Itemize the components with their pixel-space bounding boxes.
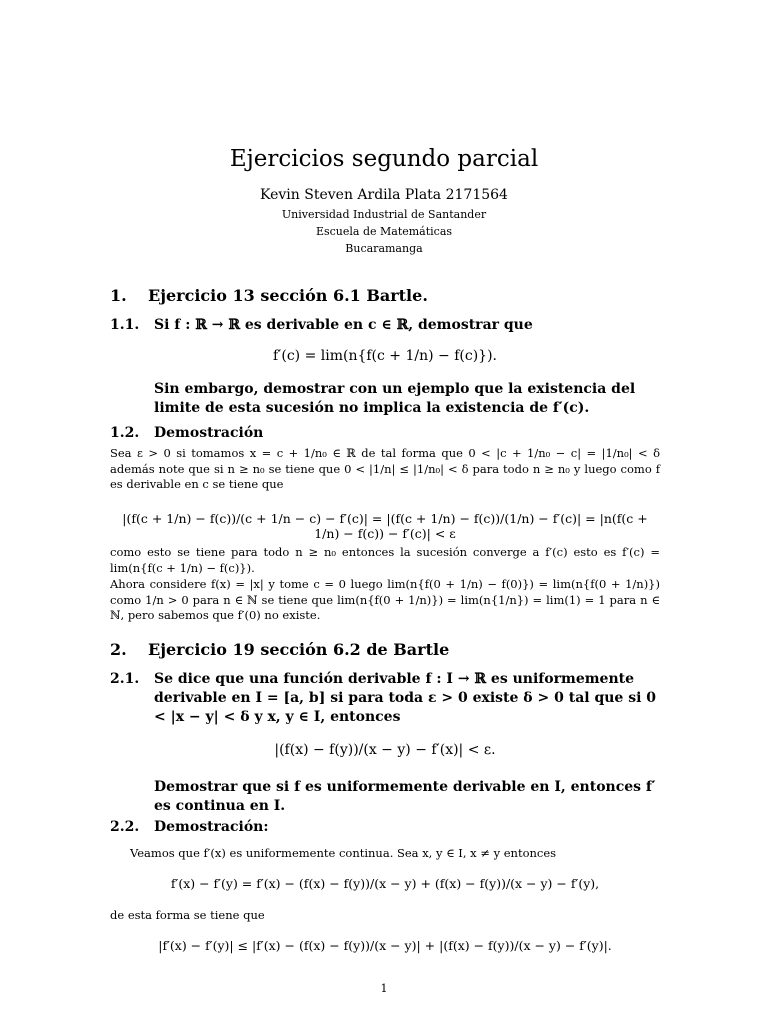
subsection-number: 1.2.: [110, 425, 140, 441]
section-number: 1.: [110, 286, 127, 305]
subsection-number: 2.2.: [110, 819, 140, 835]
subsection-number: 1.1.: [110, 317, 140, 333]
equation-proof-chain: |(f(c + 1/n) − f(c))/(c + 1/n − c) − f′(c)| = |(f(c + 1/n) − f(c))/(1/n) − f′(c)| = |n(f(c + 1/n) − f(c)) − f′(c)| < ε: [122, 511, 648, 541]
subsection-statement: Se dice que una función derivable f : I → ℝ es uniformemente derivable en I = [a, b] si para toda ε > 0 existe δ > 0 tal que si 0 < |x − y| < δ y x, y ∈ I, entonces: [154, 671, 657, 725]
subsection-1-1: [110, 316, 660, 335]
subsection-title: Demostración:: [154, 819, 269, 835]
subsection-statement: Si f : ℝ → ℝ es derivable en c ∈ ℝ, demostrar que: [154, 317, 533, 333]
subsection-number: 2.1.: [110, 671, 140, 687]
subsection-1-2: [110, 424, 660, 443]
document-title: Ejercicios segundo parcial: [229, 146, 539, 172]
proof-paragraph-2: de esta forma se tiene que: [110, 908, 265, 922]
affiliation-school: Escuela de Matemáticas: [315, 225, 453, 238]
section-number: 2.: [110, 640, 127, 659]
subsection-2-1: [110, 670, 660, 727]
section-1-heading: [110, 286, 428, 305]
affiliation-university: Universidad Industrial de Santander: [281, 208, 487, 221]
section-2-heading: [110, 640, 449, 659]
subsection-title: Demostración: [154, 425, 264, 441]
page-number: 1: [380, 982, 388, 995]
counterexample-paragraph: Ahora considere f(x) = |x| y tome c = 0 luego lim(n{f(0 + 1/n) − f(0)}) = lim(n{f(0 + 1/n)}) como 1/n > 0 para n ∈ ℕ se tiene que lim(n{f(0 + 1/n)}) = lim(n{1/n}) = lim(1) = 1 para n ∈ ℕ, pero sabemos que f′(0) no existe.: [110, 577, 660, 622]
section-title: Ejercicio 19 sección 6.2 de Bartle: [148, 640, 450, 659]
equation-difference: f′(x) − f′(y) = f′(x) − (f(x) − f(y))/(x − y) + (f(x) − f(y))/(x − y) − f′(y),: [170, 876, 600, 891]
subsection-2-2: [110, 818, 660, 837]
affiliation-city: Bucaramanga: [345, 242, 423, 255]
equation-uniform-derivable: |(f(x) − f(y))/(x − y) − f′(x)| < ε.: [274, 742, 496, 758]
author-line: Kevin Steven Ardila Plata 2171564: [260, 187, 508, 203]
proof-conclusion: como esto se tiene para todo n ≥ n₀ entonces la sucesión converge a f′(c) esto es f′(c) = lim(n{f(c + 1/n) − f(c)}).: [110, 545, 660, 575]
equation-triangle-inequality: |f′(x) − f′(y)| ≤ |f′(x) − (f(x) − f(y))/(x − y)| + |(f(x) − f(y))/(x − y) − f′(y)|.: [158, 938, 612, 953]
proof-paragraph: Sea ε > 0 si tomamos x = c + 1/n₀ ∈ ℝ de tal forma que 0 < |c + 1/n₀ − c| = |1/n₀| < δ además note que si n ≥ n₀ se tiene que 0 < |1/n| ≤ |1/n₀| < δ para todo n ≥ n₀ y luego como f es derivable en c se tiene que: [110, 446, 660, 491]
equation-limit-definition: f′(c) = lim(n{f(c + 1/n) − f(c)}).: [273, 348, 497, 364]
section-title: Ejercicio 13 sección 6.1 Bartle.: [148, 286, 428, 305]
exercise-statement-continued: Demostrar que si f es uniformemente derivable en I, entonces f′ es continua en I.: [154, 779, 656, 814]
exercise-statement-continued: Sin embargo, demostrar con un ejemplo que la existencia del limite de esta sucesión no implica la existencia de f′(c).: [154, 381, 636, 416]
proof-paragraph: Veamos que f′(x) es uniformemente continua. Sea x, y ∈ I, x ≠ y entonces: [130, 846, 557, 860]
